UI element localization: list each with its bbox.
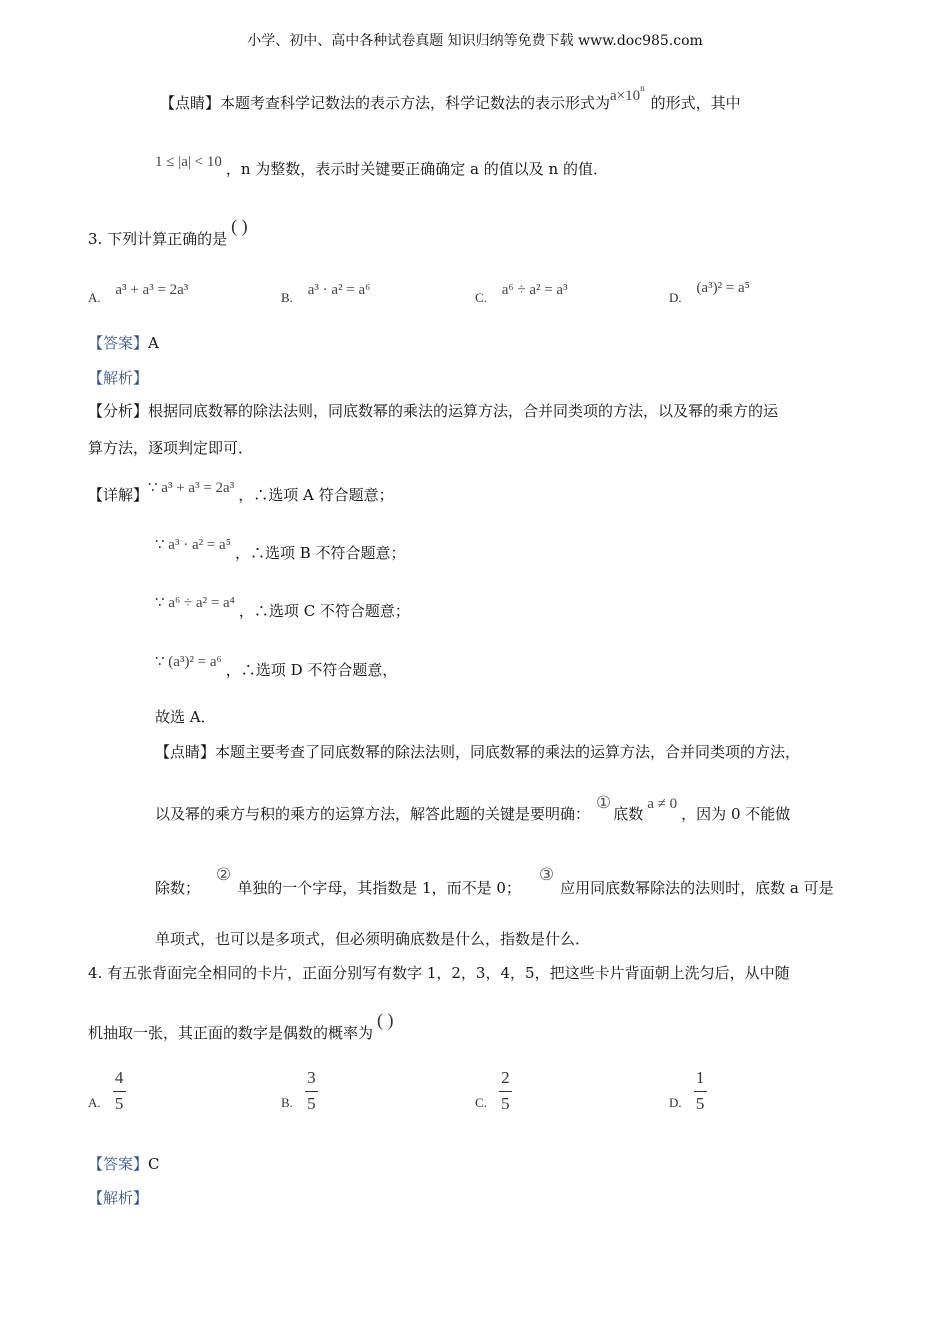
note-formula: a ≠ 0: [647, 796, 678, 812]
q4-answer-paren: ( ): [377, 1010, 394, 1030]
q3-fenxi-line1: [88, 400, 778, 421]
option-label: A.: [88, 1095, 101, 1110]
answer-value: C: [148, 1155, 160, 1173]
fraction-bar: [694, 1091, 707, 1092]
q4-stem-text: 机抽取一张，其正面的数字是偶数的概率为: [88, 1024, 374, 1042]
option-label: B.: [281, 290, 293, 305]
note1-line2: [155, 154, 608, 179]
detail-formula: ∵ a³ + a³ = 2a³: [148, 480, 235, 496]
option-fraction: [113, 1068, 126, 1114]
note-text: 应用同底数幂除法的法则时，底数 a 可是: [560, 879, 834, 897]
q4-analysis-tag: 【解析】: [88, 1189, 149, 1207]
numerator: 2: [501, 1068, 510, 1087]
q4-answer: [88, 1153, 160, 1174]
circled-number-2: ②: [216, 865, 232, 885]
detail-text: ，∴选项 C 不符合题意；: [238, 602, 410, 620]
q3-note-line4: 单项式，也可以是多项式，但必须明确底数是什么，指数是什么．: [155, 930, 591, 948]
page-header: 小学、初中、高中各种试卷真题 知识归纳等免费下载 www.doc985.com: [247, 33, 703, 49]
q3-detail-row-c: [155, 591, 410, 620]
q3-note-line3: [155, 864, 834, 897]
detail-tag: 【详解】: [88, 486, 149, 504]
fraction-bar: [305, 1091, 318, 1092]
denominator: 5: [307, 1094, 316, 1113]
circled-number-3: ③: [538, 865, 555, 885]
q3-answer: [88, 332, 159, 353]
note-text: ，因为 0 不能做: [681, 805, 791, 823]
note-text: 以及幂的乘方与积的乘方的运算方法，解答此题的关键是要明确：: [155, 805, 591, 823]
option-fraction: [305, 1068, 318, 1114]
note-text: 底数: [613, 805, 644, 823]
detail-formula: ∵ a⁶ ÷ a² = a⁴: [155, 595, 235, 611]
q3-detail-row-a: [88, 476, 394, 504]
answer-tag: 【答案】: [88, 334, 149, 352]
note1-line2-text: ，n 为整数，表示时关键要正确确定 a 的值以及 n 的值．: [225, 160, 608, 178]
fraction-bar: [113, 1091, 126, 1092]
note-text: 单独的一个字母，其指数是 1，而不是 0；: [237, 879, 521, 897]
option-formula: (a³)² = a⁵: [696, 280, 750, 296]
fraction-bar: [499, 1091, 512, 1092]
option-label: C.: [475, 290, 487, 305]
q3-fenxi-line2: 算方法，逐项判定即可．: [88, 439, 254, 457]
note1-suffix: 的形式，其中: [650, 94, 741, 112]
detail-text: ，∴选项 A 符合题意；: [238, 486, 394, 504]
q3-detail-row-b: [155, 533, 406, 562]
detail-formula: ∵ (a³)² = a⁶: [155, 654, 222, 670]
q4-option-d: [669, 1068, 707, 1114]
denominator: 5: [114, 1094, 124, 1113]
option-label: B.: [281, 1095, 293, 1110]
q3-answer-paren: ( ): [231, 216, 248, 236]
q4-option-a: [88, 1068, 126, 1114]
note1-formula1: $a\times 10^n$: [610, 83, 645, 104]
note-text: 本题主要考查了同底数幂的除法法则，同底数幂的乘法的运算方法，合并同类项的方法，: [215, 743, 801, 761]
fenxi-tag: 【分析】: [88, 402, 149, 420]
option-fraction: [499, 1068, 512, 1114]
q3-conclusion: 故选 A．: [155, 708, 216, 726]
numerator: 3: [307, 1068, 316, 1087]
q3-stem: [88, 216, 248, 249]
note1-formula2: 1 ≤ |a| < 10: [155, 154, 222, 170]
denominator: 5: [695, 1094, 705, 1113]
note1-prefix: 【点睛】本题考查科学记数法的表示方法，科学记数法的表示形式为: [160, 94, 611, 112]
numerator: 4: [114, 1068, 124, 1087]
q3-detail-row-d: [155, 650, 398, 679]
q3-analysis-tag: 【解析】: [88, 369, 149, 387]
q3-note-line1: [155, 741, 800, 762]
detail-text: ，∴选项 B 不符合题意；: [234, 544, 406, 562]
detail-formula: ∵ a³ · a² = a⁵: [155, 537, 231, 553]
denominator: 5: [501, 1094, 510, 1113]
q4-stem-line2: [88, 1010, 394, 1042]
q4-stem-line1: 4. 有五张背面完全相同的卡片，正面分别写有数字 1，2，3，4，5，把这些卡片背面朝上洗匀后，从中随: [88, 964, 790, 982]
q3-option-a: [88, 280, 189, 305]
option-fraction: [694, 1068, 707, 1114]
q3-note-line2: [155, 792, 791, 823]
q3-option-b: [281, 280, 371, 305]
q4-option-b: [281, 1068, 318, 1114]
answer-value: A: [148, 334, 159, 352]
numerator: 1: [695, 1068, 705, 1087]
option-label: D.: [669, 1095, 682, 1110]
option-formula: a⁶ ÷ a² = a³: [501, 282, 568, 298]
option-formula: a³ + a³ = 2a³: [115, 282, 189, 298]
option-label: A.: [88, 290, 101, 305]
option-formula: a³ · a² = a⁶: [307, 282, 371, 298]
option-label: D.: [669, 290, 682, 305]
circled-number-1: ①: [596, 793, 612, 813]
answer-tag: 【答案】: [88, 1155, 149, 1173]
q4-option-c: [475, 1068, 512, 1114]
note1-line1: [160, 83, 741, 113]
q3-stem-text: 3. 下列计算正确的是: [88, 230, 228, 248]
note-tag: 【点睛】: [155, 743, 216, 761]
note-text: 除数；: [155, 879, 201, 897]
q3-option-c: [475, 280, 568, 305]
detail-text: ，∴选项 D 不符合题意，: [225, 661, 398, 679]
q3-option-d: [669, 278, 750, 305]
fenxi-text: 根据同底数幂的除法法则，同底数幂的乘法的运算方法，合并同类项的方法，以及幂的乘方的运: [148, 402, 779, 420]
option-label: C.: [475, 1095, 487, 1110]
